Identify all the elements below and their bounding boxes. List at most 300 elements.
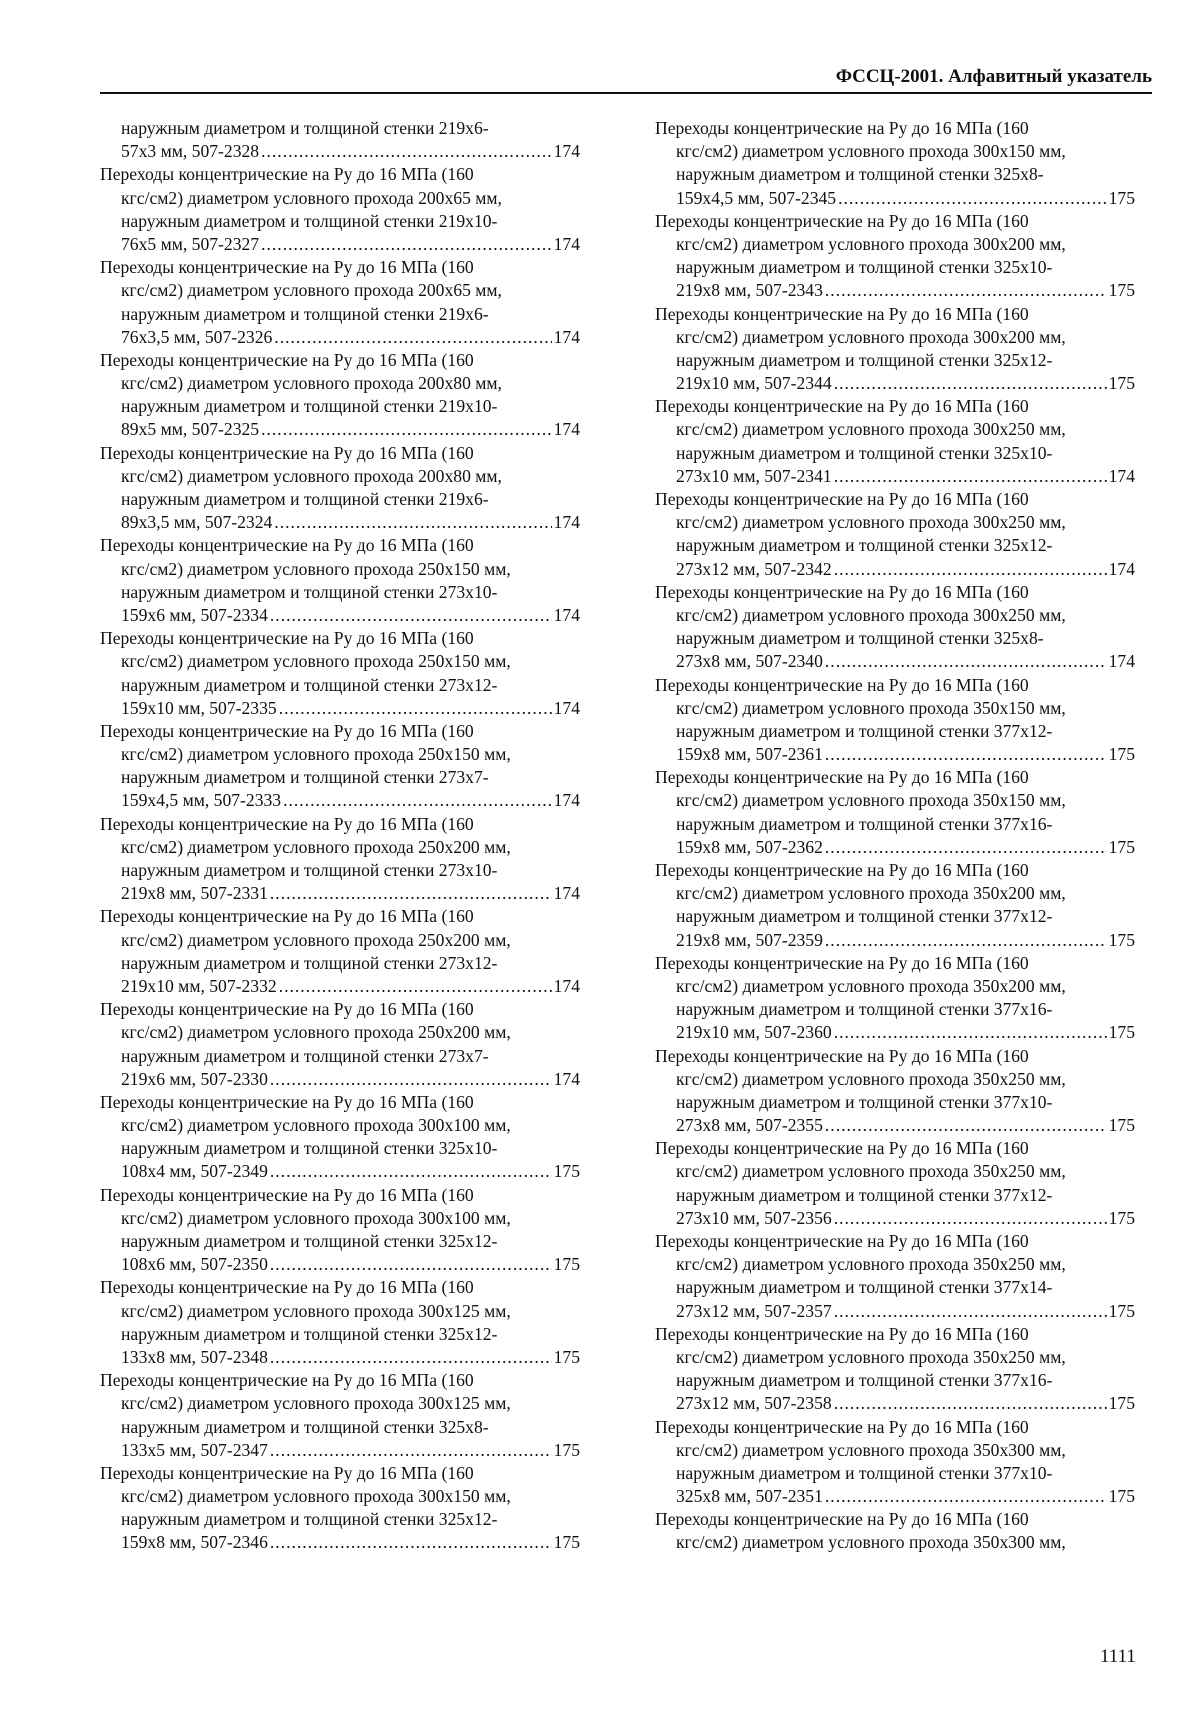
entry-page-number: 175 [1108,1022,1135,1043]
dot-leader [274,511,551,534]
entry-line [655,1300,1135,1323]
entry-line [100,303,580,326]
entry-line [100,117,580,140]
entry-text: Переходы концентрические на Ру до 16 МПа (160 [100,628,474,649]
entry-text: Переходы концентрические на Ру до 16 МПа (160 [655,303,1029,324]
entry-text: кгс/см2) диаметром условного прохода 300х150 мм, [676,141,1066,162]
entry-line [655,349,1135,372]
entry-text: наружным диаметром и толщиной стенки 273х10- [121,860,498,880]
index-entry [655,1323,1135,1416]
entry-line [655,395,1135,418]
entry-text: Переходы концентрические на Ру до 16 МПа (160 [100,1370,474,1391]
entry-text: наружным диаметром и толщиной стенки 325х8- [121,1416,489,1437]
entry-line [100,929,580,952]
entry-line [100,1369,580,1392]
entry-line [100,418,580,441]
entry-text: кгс/см2) диаметром условного прохода 350х200 мм, [676,883,1066,904]
entry-text: Переходы концентрические на Ру до 16 МПа (160 [100,349,474,370]
entry-text: Переходы концентрические на Ру до 16 МПа (160 [100,1184,474,1205]
entry-text: наружным диаметром и толщиной стенки 377х16- [676,1370,1053,1391]
entry-line [100,766,580,789]
entry-line [100,395,580,418]
dot-leader [270,604,552,627]
entry-line [100,789,580,812]
entry-line [100,163,580,186]
entry-text: наружным диаметром и толщиной стенки 377х10- [676,1462,1053,1483]
entry-text: кгс/см2) диаметром условного прохода 350х250 мм, [676,1346,1066,1367]
entry-text: 159х10 мм, 507-2335 [121,697,277,718]
entry-page-number: 174 [553,883,580,904]
entry-line [100,1462,580,1485]
index-entry [100,534,580,627]
entry-line [100,488,580,511]
index-column-left [100,117,580,1555]
entry-text: 133х8 мм, 507-2348 [121,1346,268,1367]
entry-line [655,303,1135,326]
entry-text: кгс/см2) диаметром условного прохода 350х200 мм, [676,975,1066,996]
entry-line [100,1485,580,1508]
entry-line [100,859,580,882]
entry-page-number: 174 [553,697,580,718]
entry-page-number: 174 [553,419,580,440]
entry-text: 273х8 мм, 507-2340 [676,651,823,672]
entry-text: Переходы концентрические на Ру до 16 МПа (160 [655,118,1029,138]
index-entry [655,395,1135,488]
entry-text: наружным диаметром и толщиной стенки 219х10- [121,210,498,231]
entry-line [655,627,1135,650]
entry-line [100,836,580,859]
entry-text: Переходы концентрические на Ру до 16 МПа (160 [100,1462,474,1483]
entry-text: 159х8 мм, 507-2361 [676,744,823,765]
entry-line [100,674,580,697]
dot-leader [261,140,552,163]
entry-text: Переходы концентрические на Ру до 16 МПа (160 [655,210,1029,231]
entry-line [100,697,580,720]
entry-line [655,326,1135,349]
dot-leader [825,1114,1107,1137]
entry-line [655,1462,1135,1485]
entry-line [655,952,1135,975]
entry-line [655,210,1135,233]
entry-text: Переходы концентрические на Ру до 16 МПа (160 [655,581,1029,602]
entry-line [100,1091,580,1114]
entry-line [100,1184,580,1207]
index-entry [100,998,580,1091]
dot-leader [270,1253,552,1276]
entry-line [100,1439,580,1462]
entry-line [655,1207,1135,1230]
entry-text: наружным диаметром и толщиной стенки 325х8- [676,628,1044,649]
entry-text: кгс/см2) диаметром условного прохода 200х80 мм, [121,465,502,486]
entry-text: 57х3 мм, 507-2328 [121,141,260,162]
entry-line [655,650,1135,673]
entry-page-number: 174 [1108,558,1135,579]
entry-text: Переходы концентрические на Ру до 16 МПа (160 [100,442,474,463]
entry-line [100,1160,580,1183]
entry-line [100,210,580,233]
entry-text: кгс/см2) диаметром условного прохода 200х80 мм, [121,373,502,394]
index-entry [100,117,580,163]
entry-line [655,836,1135,859]
entry-line [655,558,1135,581]
entry-line [655,1392,1135,1415]
entry-text: Переходы концентрические на Ру до 16 МПа (160 [655,1416,1029,1437]
entry-text: Переходы концентрические на Ру до 16 МПа (160 [100,720,474,741]
entry-line [655,1276,1135,1299]
entry-text: 159х4,5 мм, 507-2345 [676,187,837,208]
entry-line [100,720,580,743]
entry-line [100,1137,580,1160]
entry-text: кгс/см2) диаметром условного прохода 300х125 мм, [121,1300,511,1321]
entry-line [655,743,1135,766]
entry-text: кгс/см2) диаметром условного прохода 300х250 мм, [676,419,1066,440]
entry-line [655,140,1135,163]
entry-text: Переходы концентрические на Ру до 16 МПа (160 [655,1509,1029,1530]
dot-leader [825,650,1107,673]
entry-line [100,627,580,650]
entry-line [100,998,580,1021]
entry-page-number: 174 [553,326,580,347]
entry-page-number: 175 [1108,1486,1135,1507]
entry-line [655,1137,1135,1160]
entry-line [100,975,580,998]
entry-text: кгс/см2) диаметром условного прохода 300х100 мм, [121,1115,511,1136]
entry-text: наружным диаметром и толщиной стенки 325х10- [676,257,1053,278]
entry-line [100,1253,580,1276]
dot-leader [274,326,551,349]
entry-text: наружным диаметром и толщиной стенки 325х12- [121,1323,498,1344]
entry-line [655,1323,1135,1346]
entry-line [655,442,1135,465]
entry-text: 219х8 мм, 507-2343 [676,280,823,301]
entry-text: 219х8 мм, 507-2359 [676,929,823,950]
entry-page-number: 175 [553,1161,580,1182]
entry-line [655,882,1135,905]
entry-page-number: 175 [1108,744,1135,765]
dot-leader [279,975,552,998]
entry-line [655,1346,1135,1369]
entry-text: Переходы концентрические на Ру до 16 МПа (160 [655,860,1029,880]
entry-page-number: 175 [553,1346,580,1367]
entry-line [100,1021,580,1044]
entry-text: Переходы концентрические на Ру до 16 МПа (160 [655,674,1029,695]
entry-line [100,558,580,581]
entry-line [100,140,580,163]
entry-page-number: 175 [1108,929,1135,950]
entry-line [100,581,580,604]
entry-line [100,1068,580,1091]
entry-text: наружным диаметром и толщиной стенки 273х10- [121,581,498,602]
entry-line [100,349,580,372]
entry-line [100,372,580,395]
entry-text: 219х10 мм, 507-2332 [121,975,277,996]
entry-text: наружным диаметром и толщиной стенки 219х6- [121,489,489,509]
entry-page-number: 175 [1108,1115,1135,1136]
entry-line [100,882,580,905]
entry-text: наружным диаметром и толщиной стенки 325х12- [676,535,1053,556]
dot-leader [834,1207,1107,1230]
entry-page-number: 174 [553,512,580,533]
entry-line [655,789,1135,812]
entry-text: кгс/см2) диаметром условного прохода 300х125 мм, [121,1393,511,1414]
entry-line [655,998,1135,1021]
index-entry [655,1045,1135,1138]
index-entry [100,1091,580,1184]
entry-line [655,1068,1135,1091]
entry-line [100,604,580,627]
entry-line [100,1276,580,1299]
entry-text: Переходы концентрические на Ру до 16 МПа (160 [100,257,474,278]
index-entry [100,256,580,349]
entry-text: Переходы концентрические на Ру до 16 МПа (160 [100,813,474,834]
dot-leader [283,789,552,812]
dot-leader [825,279,1107,302]
index-entry [655,581,1135,674]
entry-line [100,1300,580,1323]
entry-line [655,1230,1135,1253]
entry-line [655,766,1135,789]
index-entry [655,1137,1135,1230]
entry-line [100,1230,580,1253]
entry-line [655,1416,1135,1439]
entry-page-number: 175 [1108,1300,1135,1321]
entry-line [655,163,1135,186]
entry-page-number: 175 [553,1254,580,1275]
entry-text: 89х5 мм, 507-2325 [121,419,260,440]
entry-line [100,952,580,975]
entry-text: кгс/см2) диаметром условного прохода 250х200 мм, [121,836,511,857]
entry-line [100,1531,580,1554]
entry-text: Переходы концентрические на Ру до 16 МПа (160 [655,1231,1029,1251]
entry-text: 273х10 мм, 507-2341 [676,465,832,486]
entry-text: 273х8 мм, 507-2355 [676,1115,823,1136]
entry-line [100,1508,580,1531]
entry-page-number: 175 [1108,373,1135,394]
entry-line [100,1416,580,1439]
entry-line [100,465,580,488]
entry-line [655,1021,1135,1044]
entry-text: наружным диаметром и толщиной стенки 325х12- [676,349,1053,370]
entry-text: кгс/см2) диаметром условного прохода 350х250 мм, [676,1068,1066,1089]
entry-text: Переходы концентрические на Ру до 16 МПа (160 [655,1138,1029,1159]
entry-line [655,975,1135,998]
entry-line [655,813,1135,836]
entry-line [100,650,580,673]
entry-line [100,1392,580,1415]
entry-text: кгс/см2) диаметром условного прохода 300х200 мм, [676,326,1066,347]
entry-text: кгс/см2) диаметром условного прохода 350х150 мм, [676,790,1066,811]
index-entry [100,1462,580,1555]
entry-text: Переходы концентрические на Ру до 16 МПа (160 [100,1277,474,1298]
index-column-right [655,117,1135,1555]
entry-line [655,488,1135,511]
entry-text: кгс/см2) диаметром условного прохода 300х150 мм, [121,1486,511,1507]
index-entry [100,1184,580,1277]
entry-line [655,511,1135,534]
entry-text: Переходы концентрические на Ру до 16 МПа (160 [100,999,474,1020]
entry-line [655,905,1135,928]
entry-text: 325х8 мм, 507-2351 [676,1486,823,1507]
entry-line [100,279,580,302]
entry-text: наружным диаметром и толщиной стенки 377х10- [676,1091,1053,1112]
entry-line [655,1045,1135,1068]
entry-page-number: 174 [553,233,580,254]
dot-leader [270,1068,552,1091]
entry-page-number: 175 [1108,187,1135,208]
entry-line [655,1508,1135,1531]
entry-line [655,256,1135,279]
entry-text: 159х6 мм, 507-2334 [121,604,268,625]
entry-text: кгс/см2) диаметром условного прохода 350х250 мм, [676,1254,1066,1275]
entry-line [100,511,580,534]
entry-text: 159х8 мм, 507-2346 [121,1532,268,1553]
entry-line [100,1346,580,1369]
entry-page-number: 175 [553,1439,580,1460]
entry-text: наружным диаметром и толщиной стенки 219х6- [121,303,489,324]
entry-text: 76х3,5 мм, 507-2326 [121,326,273,347]
entry-text: наружным диаметром и толщиной стенки 325х12- [121,1231,498,1251]
dot-leader [834,465,1107,488]
entry-text: 273х10 мм, 507-2356 [676,1207,832,1228]
entry-text: 273х12 мм, 507-2358 [676,1393,832,1414]
dot-leader [270,1439,552,1462]
entry-line [655,859,1135,882]
page-number: 1111 [1100,1646,1136,1667]
entry-text: Переходы концентрические на Ру до 16 МПа (160 [100,1091,474,1112]
entry-line [100,442,580,465]
entry-text: кгс/см2) диаметром условного прохода 200х65 мм, [121,187,502,208]
dot-leader [261,418,552,441]
entry-text: кгс/см2) диаметром условного прохода 250х150 мм, [121,558,511,579]
entry-line [655,1184,1135,1207]
entry-text: кгс/см2) диаметром условного прохода 350х300 мм, [676,1439,1066,1460]
entry-line [655,117,1135,140]
entry-text: Переходы концентрические на Ру до 16 МПа (160 [100,906,474,927]
index-entry [100,627,580,720]
entry-line [655,1160,1135,1183]
index-entry [655,952,1135,1045]
entry-text: кгс/см2) диаметром условного прохода 300х100 мм, [121,1207,511,1228]
entry-text: Переходы концентрические на Ру до 16 МПа (160 [655,1323,1029,1344]
entry-page-number: 174 [553,975,580,996]
entry-text: 108х6 мм, 507-2350 [121,1254,268,1275]
entry-page-number: 175 [1108,1207,1135,1228]
entry-page-number: 175 [1108,1393,1135,1414]
entry-text: 89х3,5 мм, 507-2324 [121,512,273,533]
entry-page-number: 174 [553,790,580,811]
entry-text: наружным диаметром и толщиной стенки 377х12- [676,1184,1053,1205]
dot-leader [825,836,1107,859]
entry-line [655,233,1135,256]
dot-leader [834,1392,1107,1415]
entry-text: наружным диаметром и толщиной стенки 273х7- [121,1045,489,1066]
entry-text: кгс/см2) диаметром условного прохода 300х250 мм, [676,512,1066,533]
dot-leader [270,1531,552,1554]
entry-text: Переходы концентрические на Ру до 16 МПа (160 [655,396,1029,417]
entry-line [655,604,1135,627]
entry-text: Переходы концентрические на Ру до 16 МПа (160 [655,767,1029,788]
entry-page-number: 174 [1108,465,1135,486]
dot-leader [270,1346,552,1369]
entry-text: наружным диаметром и толщиной стенки 377х16- [676,999,1053,1020]
entry-line [100,1207,580,1230]
entry-page-number: 174 [553,1068,580,1089]
index-entry [100,813,580,906]
entry-text: наружным диаметром и толщиной стенки 219х10- [121,396,498,417]
entry-text: наружным диаметром и толщиной стенки 377х12- [676,906,1053,927]
index-entry [655,674,1135,767]
entry-text: наружным диаметром и толщиной стенки 325х12- [121,1509,498,1530]
dot-leader [834,372,1107,395]
entry-page-number: 175 [1108,280,1135,301]
entry-page-number: 174 [1108,651,1135,672]
dot-leader [825,1485,1107,1508]
index-entry [100,905,580,998]
entry-line [655,1369,1135,1392]
entry-text: наружным диаметром и толщиной стенки 377х14- [676,1277,1053,1298]
dot-leader [279,697,552,720]
entry-text: 219х8 мм, 507-2331 [121,883,268,904]
entry-text: кгс/см2) диаметром условного прохода 250х200 мм, [121,929,511,950]
index-entry [655,210,1135,303]
entry-text: 76х5 мм, 507-2327 [121,233,260,254]
entry-line [655,187,1135,210]
entry-text: наружным диаметром и толщиной стенки 325х10- [676,442,1053,463]
entry-line [655,279,1135,302]
dot-leader [825,929,1107,952]
entry-text: наружным диаметром и толщиной стенки 273х7- [121,767,489,788]
entry-line [100,1114,580,1137]
entry-text: кгс/см2) диаметром условного прохода 250х150 мм, [121,744,511,765]
entry-text: наружным диаметром и толщиной стенки 325х8- [676,164,1044,185]
entry-line [100,233,580,256]
index-entry [100,163,580,256]
dot-leader [834,1021,1107,1044]
entry-text: 219х6 мм, 507-2330 [121,1068,268,1089]
entry-line [655,697,1135,720]
entry-line [655,674,1135,697]
entry-text: Переходы концентрические на Ру до 16 МПа (160 [100,535,474,556]
dot-leader [838,187,1107,210]
entry-text: 159х8 мм, 507-2362 [676,836,823,857]
entry-text: Переходы концентрические на Ру до 16 МПа (160 [655,952,1029,973]
index-entry [655,1508,1135,1554]
index-entry [655,303,1135,396]
index-entry [655,1416,1135,1509]
dot-leader [834,558,1107,581]
dot-leader [834,1300,1107,1323]
entry-text: 159х4,5 мм, 507-2333 [121,790,282,811]
index-entry [100,442,580,535]
entry-text: Переходы концентрические на Ру до 16 МПа (160 [100,164,474,185]
entry-text: Переходы концентрические на Ру до 16 МПа (160 [655,1045,1029,1066]
entry-line [655,1531,1135,1554]
index-entry [100,1369,580,1462]
entry-text: Переходы концентрические на Ру до 16 МПа (160 [655,489,1029,509]
entry-text: кгс/см2) диаметром условного прохода 200х65 мм, [121,280,502,301]
entry-line [655,418,1135,441]
entry-line [100,187,580,210]
entry-text: кгс/см2) диаметром условного прохода 250х200 мм, [121,1022,511,1043]
entry-line [655,1114,1135,1137]
index-entry [100,1276,580,1369]
entry-text: кгс/см2) диаметром условного прохода 350х300 мм, [676,1532,1066,1553]
dot-leader [270,882,552,905]
entry-text: кгс/см2) диаметром условного прохода 300х250 мм, [676,604,1066,625]
entry-text: наружным диаметром и толщиной стенки 219х6- [121,118,489,138]
entry-text: кгс/см2) диаметром условного прохода 350х150 мм, [676,697,1066,718]
entry-text: наружным диаметром и толщиной стенки 377х16- [676,813,1053,834]
